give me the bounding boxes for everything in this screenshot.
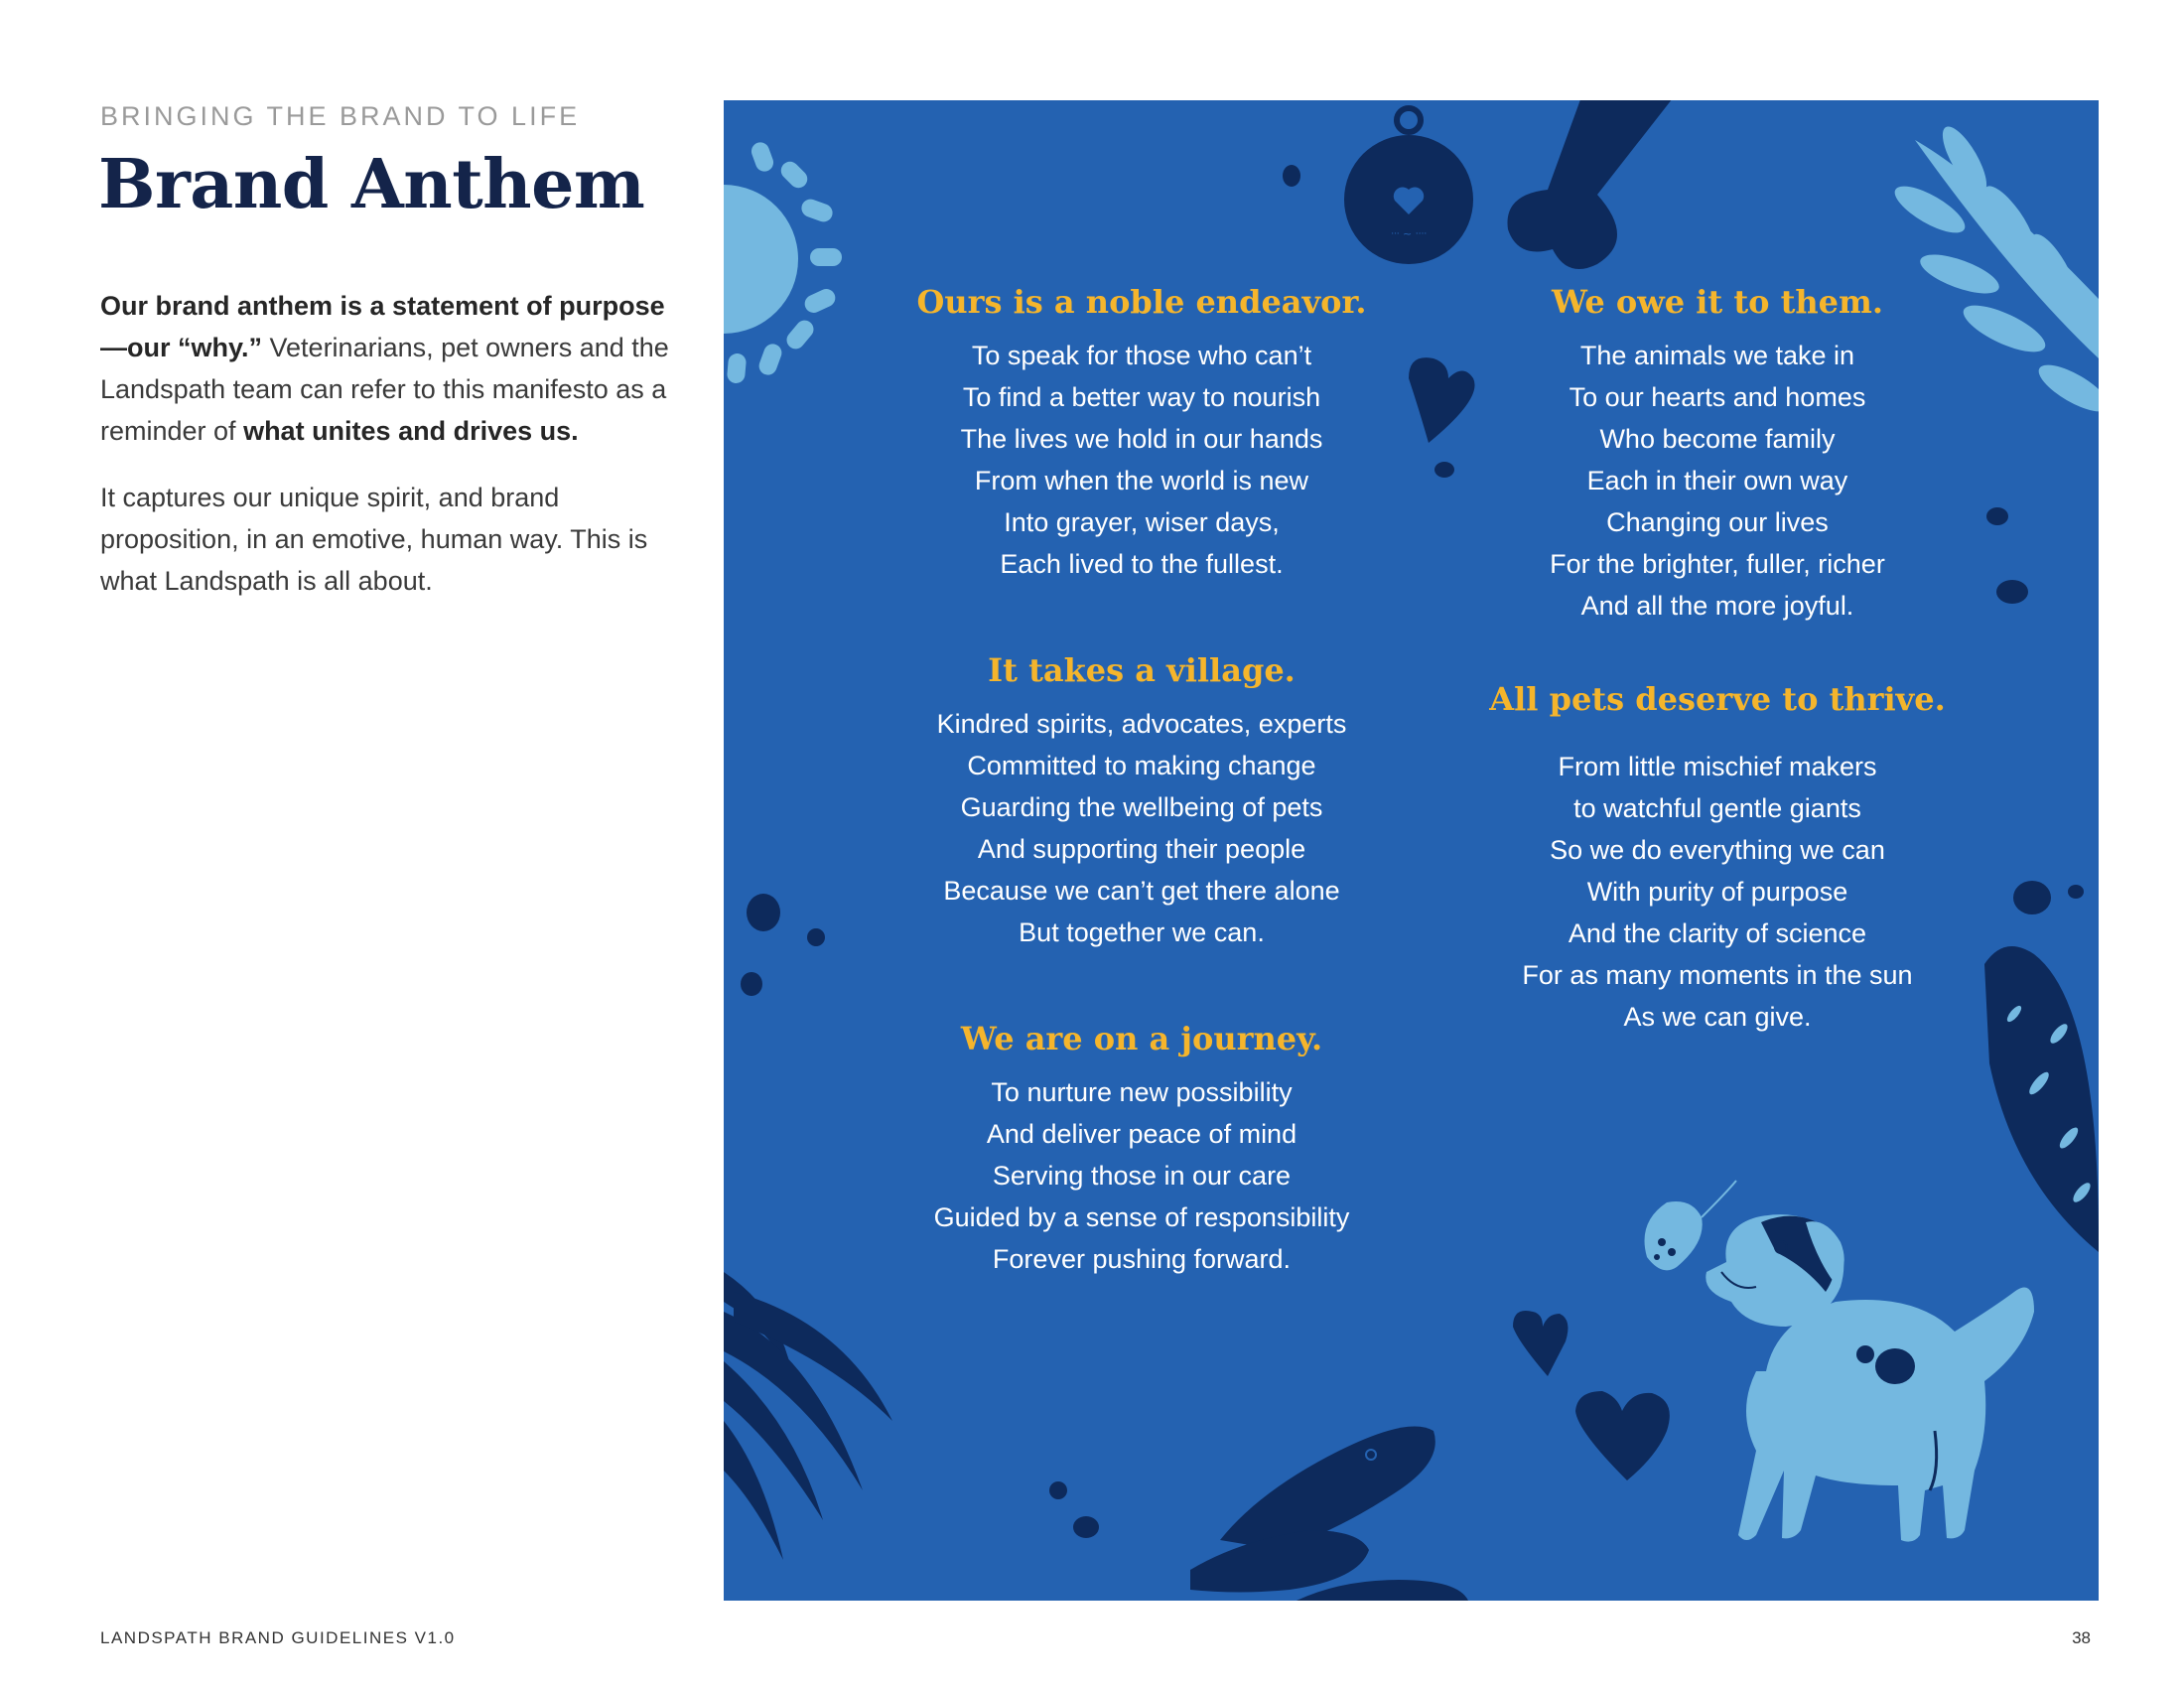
big-leaf-icon — [1984, 946, 2099, 1252]
stanza-heading: We are on a journey. — [960, 1020, 1323, 1057]
stanza-line: From when the world is new — [974, 466, 1309, 495]
pet-tag-icon — [1344, 108, 1473, 264]
svg-text:ᐧᐧᐧ ~ ᐧᐧᐧᐧ: ᐧᐧᐧ ~ ᐧᐧᐧᐧ — [1391, 227, 1427, 240]
stanza-heading: Ours is a noble endeavor. — [916, 283, 1367, 321]
stanza-line: To find a better way to nourish — [962, 382, 1321, 412]
stanza-line: Each lived to the fullest. — [1000, 549, 1284, 579]
fish-icon — [1190, 1427, 1468, 1602]
stanza-heading: We owe it to them. — [1552, 283, 1883, 321]
stanza-line: Because we can’t get there alone — [943, 876, 1340, 906]
page-number: 38 — [2072, 1628, 2091, 1647]
intro-text — [100, 285, 676, 627]
stanza-line: Serving those in our care — [992, 1161, 1292, 1191]
intro-text-1: Veterinarians, pet owners and the Landspath team can refer to this manifesto as a reminder of — [100, 333, 669, 446]
dog-illustration — [1706, 1214, 2034, 1542]
dot-shape — [2013, 881, 2051, 914]
stanza-line: For as many moments in the sun — [1522, 960, 1913, 990]
dot-shape — [2068, 885, 2084, 899]
page-title: Brand Anthem — [98, 145, 645, 224]
dot-shape — [1073, 1516, 1099, 1538]
stanza-line: Guided by a sense of responsibility — [933, 1202, 1350, 1232]
anthem-panel — [724, 100, 2099, 1601]
stanza-line: And the clarity of science — [1568, 918, 1867, 948]
sun-icon — [724, 140, 842, 384]
stanza-line: Forever pushing forward. — [992, 1244, 1292, 1274]
stanza-noble-endeavor — [864, 283, 1420, 585]
plant-icon — [724, 1272, 892, 1560]
stanza-line: Who become family — [1599, 424, 1836, 454]
stanza-line: To speak for those who can’t — [971, 341, 1312, 370]
stanza-line: With purity of purpose — [1586, 877, 1848, 907]
stanza-journey — [864, 1020, 1420, 1280]
stanza-line: to watchful gentle giants — [1573, 793, 1861, 823]
stanza-line: Changing our lives — [1606, 507, 1829, 537]
stanza-heading: All pets deserve to thrive. — [1489, 680, 1946, 718]
stanza-line: Committed to making change — [967, 751, 1316, 780]
stanza-line: The animals we take in — [1579, 341, 1855, 370]
bone-icon — [1508, 100, 1688, 269]
dot-shape — [747, 894, 780, 931]
stanza-line: The lives we hold in our hands — [960, 424, 1323, 454]
dot-shape — [1996, 580, 2028, 604]
dot-shape — [807, 928, 825, 946]
intro-paragraph-1 — [100, 285, 676, 452]
dot-shape — [741, 972, 762, 996]
intro-paragraph-2: It captures our unique spirit, and brand proposition, in an emotive, human way. This is what Landspath is all about. — [100, 483, 648, 596]
stanza-line: Guarding the wellbeing of pets — [960, 792, 1323, 822]
dot-shape — [1283, 165, 1300, 187]
butterfly-icon — [1645, 1181, 1737, 1270]
stanza-thrive — [1439, 680, 1995, 1038]
stanza-line: But together we can. — [1019, 917, 1265, 947]
dot-shape — [1049, 1481, 1067, 1499]
stanza-line: As we can give. — [1623, 1002, 1812, 1032]
stanza-line: Into grayer, wiser days, — [1004, 507, 1280, 537]
intro-bold-1: Our brand anthem is a statement of purpose—our “why.” — [100, 291, 665, 362]
heart-shape — [1513, 1311, 1568, 1376]
stanza-line: And all the more joyful. — [1580, 591, 1854, 621]
stanza-line: To our hearts and homes — [1569, 382, 1866, 412]
stanza-line: And supporting their people — [977, 834, 1306, 864]
stanza-village — [864, 651, 1420, 953]
stanza-line: For the brighter, fuller, richer — [1550, 549, 1885, 579]
stanza-heading: It takes a village. — [988, 651, 1296, 689]
stanza-line: Each in their own way — [1586, 466, 1848, 495]
intro-bold-2: what unites and drives us. — [243, 416, 579, 446]
stanza-owe-it — [1439, 283, 1995, 627]
stanza-line: So we do everything we can — [1550, 835, 1885, 865]
stanza-line: And deliver peace of mind — [986, 1119, 1297, 1149]
stanza-line: From little mischief makers — [1558, 752, 1877, 781]
stanza-line: To nurture new possibility — [991, 1077, 1293, 1107]
stanza-line: Kindred spirits, advocates, experts — [936, 709, 1347, 739]
heart-shape — [1575, 1391, 1670, 1480]
eyebrow: BRINGING THE BRAND TO LIFE — [100, 101, 581, 131]
footer-doc-title: LANDSPATH BRAND GUIDELINES V1.0 — [100, 1628, 456, 1647]
